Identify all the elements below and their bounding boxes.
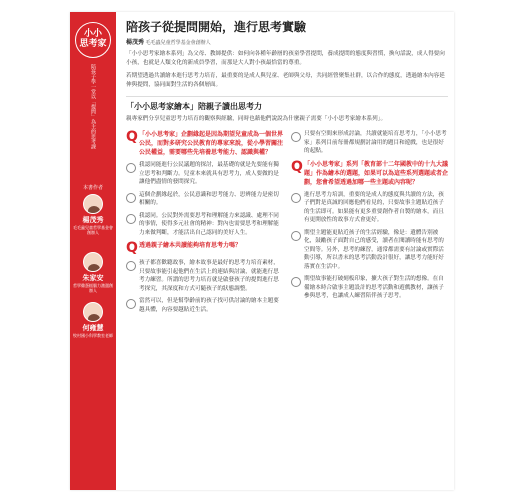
question-text: 「小小思考家」系列「教育部十二年國教中的十九大議題」作為繪本的選題，如果可以為這些系列選題或者企劃，您會希望透過加哪一些主題或內容呢？ xyxy=(304,160,449,186)
credit-name: 楊茂秀 xyxy=(82,216,104,224)
answer-text: 期望故事能打破刻板印象，擴大孩子對生活的想像。在自備繪本時合啟事主題設計的思考活動和遊戲教材，讓孩子參與思考，也讓成人練習陪伴孩子思考。 xyxy=(304,276,444,299)
answer-block xyxy=(126,161,283,187)
credit-name: 朱家安 xyxy=(82,274,104,282)
answer-bullet-icon xyxy=(126,299,136,311)
credit-item xyxy=(73,252,113,293)
section-title: 「小小思考家繪本」陪親子讀出思考力 xyxy=(126,96,448,112)
answer-text: 我認同能進行公民議題的探討，最基礎的就是先要能有獨立思考和判斷力。兒童本來就具有思考力，成人要做的是讓他們盡情的發問探究。 xyxy=(139,162,279,185)
answer-bullet-icon xyxy=(126,214,136,226)
avatar xyxy=(83,302,103,322)
logo-line-1: 小小 xyxy=(83,29,102,39)
avatar xyxy=(83,252,103,272)
question-block xyxy=(126,241,283,255)
credit-item xyxy=(73,302,113,338)
article-page xyxy=(70,12,454,490)
intro-paragraph: 若期望透過共讀繪本進行思考力培育，最重要的是成人與兒童、老師與父母，共同經營聚集社群，以合作的態度，透過繪本內容延伸與提問，協同面對生活的各個層面。 xyxy=(126,73,445,88)
answer-bullet-icon xyxy=(291,231,301,243)
answer-text: 只要有空間來形成討論，共讀就能培育思考力，「小小思考家」系列目前每冊都規劃討論用的題目和遊戲，也是很好的起點。 xyxy=(304,131,447,154)
qa-column-right xyxy=(291,130,448,318)
credits-title: 本書作者 xyxy=(82,185,103,191)
qa-column-left xyxy=(126,130,283,318)
article-content xyxy=(126,18,448,318)
answer-block xyxy=(126,212,283,238)
qa-columns xyxy=(126,130,448,318)
answer-bullet-icon xyxy=(291,277,301,289)
section-lead: 親專家們分享兒童思考力培育的觀察與經驗，同時也藉他們說說為什麼親子需要「小小思考家繪本系列」。 xyxy=(126,116,387,122)
credit-item xyxy=(73,194,113,235)
answer-text: 孩子都喜歡聽故事，繪本故事是最好的思考力培育素材，只要故事能引起他們在生活上的連結與討論，就能進行思考力練習。所謂的思考力培育就是啟發孩子的提問進行思考探究，其深度和方式可隨孩子的狀態調整。 xyxy=(139,260,279,292)
intro-paragraph: 「小小思考家繪本系列」為父母、教師提供：如何向各種年齡層的孩童學習提問，養成提問的態度與習慣，換句話說，成人得要向小孩，也就是人類文化的新成員學習，而那是大人對小孩最恰當的尊重。 xyxy=(126,51,445,66)
answer-bullet-icon xyxy=(126,193,136,205)
question-text: 透過親子繪本共讀能夠培育思考力嗎？ xyxy=(139,242,242,249)
answer-text: 這個企劃緣起於，公民意識和思考能力、思辨能力是密切相關的。 xyxy=(139,191,279,206)
answer-bullet-icon xyxy=(126,261,136,273)
answer-text: 當然可以，但是幫學齡前的孩子找可供討論的繪本主題要越具體，內容要越貼近生活。 xyxy=(139,298,279,313)
answer-bullet-icon xyxy=(126,163,136,175)
answer-block xyxy=(291,229,448,272)
author-name: 楊茂秀 xyxy=(126,39,145,46)
answer-block xyxy=(291,191,448,225)
logo-line-2: 思考家 xyxy=(79,39,107,49)
avatar xyxy=(83,194,103,214)
series-tagline: 陪孩子學一堂以「提問」為主的思考課 xyxy=(90,64,96,149)
answer-block xyxy=(126,259,283,293)
question-text: 「小小思考家」企劃緣起是因為期望兒童成為一個世界公民，而對多研究公民教育的專家來說，從小學習關注公民權益，需要哪些先培養思考能力、認識與權？ xyxy=(139,131,284,156)
series-logo xyxy=(75,22,111,58)
answer-bullet-icon xyxy=(291,193,301,205)
credit-desc: 毛毛蟲兒童哲學基金會創辦人 xyxy=(73,225,113,235)
answer-block xyxy=(126,191,283,208)
answer-block xyxy=(291,275,448,301)
question-mark-icon: Q xyxy=(126,129,138,145)
credit-desc: 哲學雞蛋糕腦力激盪創辦人 xyxy=(73,283,113,293)
question-block xyxy=(126,130,283,157)
answer-bullet-icon xyxy=(291,132,301,144)
answer-block xyxy=(126,297,283,314)
sidebar xyxy=(70,12,116,490)
answer-block xyxy=(291,130,448,156)
answer-text: 期望主題能更貼近孩子的生活經驗，像是：遺體告別被化，鼓勵孩子面對自己的感受，讀者在閱讀時能有思考的空間等。另外，思考的練習，通常都需要有討論或實際活動引導，所以書末的思考活動設計很好，讓思考力能好好落實在生活中。 xyxy=(304,229,444,270)
credit-name: 何雍慧 xyxy=(82,324,104,332)
question-block xyxy=(291,160,448,187)
author-line xyxy=(126,37,448,46)
answer-text: 進行思考力培訓，重要的是成人的態度與共讀的方法，孩子們對是真誠的回應他們看見的，只要故事主題貼近孩子的生活即可。如果能有更多重要創作者自製的繪本，而且有更開放性的故事方式會更好。 xyxy=(304,191,444,223)
question-mark-icon: Q xyxy=(126,240,138,256)
article-title: 陪孩子從提問開始，進行思考實驗 xyxy=(126,20,307,34)
credit-desc: 牧村國小科學教室老師 xyxy=(73,333,113,338)
author-role: 毛毛蟲兒童哲學基金會創辦人 xyxy=(145,40,211,46)
question-mark-icon: Q xyxy=(291,158,303,175)
intro-section xyxy=(126,50,448,90)
answer-text: 我認同。公民對外需要思考和理解能力來認識、處理不同的事情，使得多元社會的精神：對內也需要思考和理解能力來做判斷，才能活出自己認同的美好人生。 xyxy=(139,212,279,236)
